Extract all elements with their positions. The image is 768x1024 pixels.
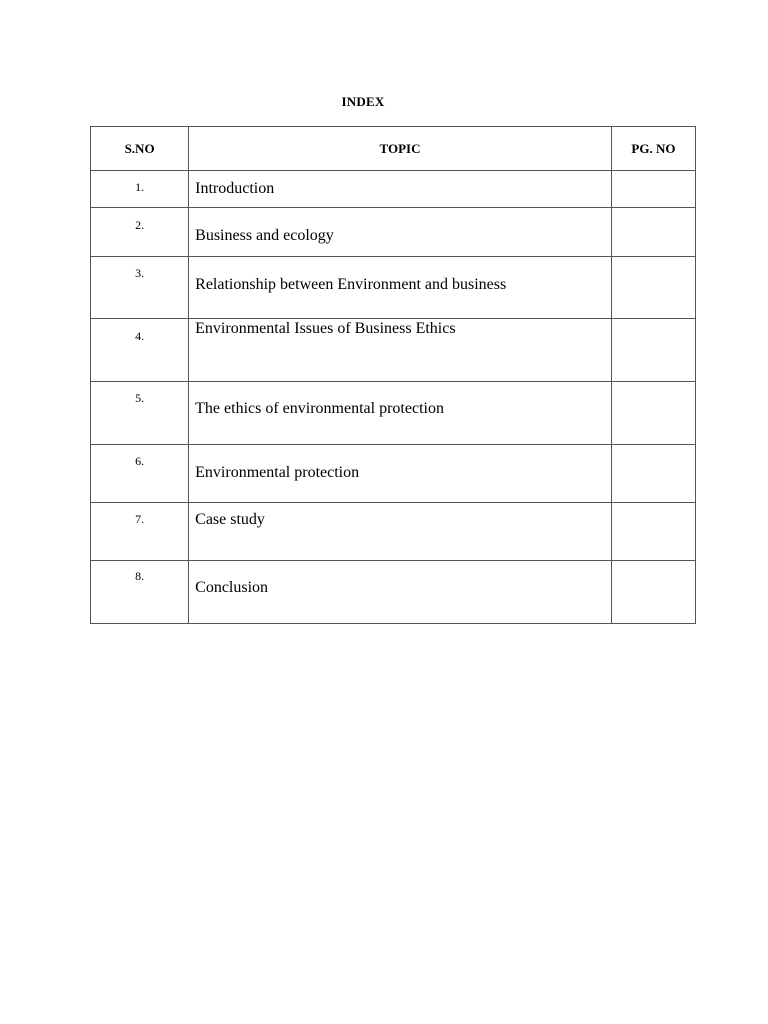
row-topic-cell: [189, 382, 612, 445]
table-row: [91, 445, 696, 503]
row-sno: 4.: [135, 329, 145, 343]
row-sno: 2.: [135, 218, 145, 232]
row-topic: Environmental Issues of Business Ethics: [195, 320, 456, 337]
row-topic-cell: [189, 171, 612, 208]
row-sno-cell: [91, 257, 189, 319]
table-row: [91, 319, 696, 382]
row-topic: Relationship between Environment and business: [195, 276, 507, 293]
row-topic-cell: [189, 319, 612, 382]
row-sno-cell: [91, 561, 189, 624]
row-sno-cell: [91, 319, 189, 382]
row-topic-cell: [189, 445, 612, 503]
row-pg-no: [611, 445, 695, 503]
row-sno-cell: [91, 445, 189, 503]
row-pg-no: [611, 561, 695, 624]
row-topic-cell: [189, 561, 612, 624]
row-topic-cell: [189, 503, 612, 561]
header-pg-no: PG. NO: [611, 127, 695, 171]
header-topic: TOPIC: [189, 127, 612, 171]
row-topic: Conclusion: [195, 579, 269, 596]
row-topic: Introduction: [195, 180, 275, 197]
row-sno: 6.: [135, 454, 145, 468]
row-sno-cell: [91, 171, 189, 208]
header-sno: S.NO: [91, 127, 189, 171]
row-pg-no: [611, 171, 695, 208]
table-row: [91, 561, 696, 624]
table-row: [91, 171, 696, 208]
row-sno: 8.: [135, 569, 145, 583]
table-row: [91, 208, 696, 257]
row-topic: Case study: [195, 511, 265, 528]
row-pg-no: [611, 208, 695, 257]
row-pg-no: [611, 503, 695, 561]
row-pg-no: [611, 382, 695, 445]
row-topic: Business and ecology: [195, 227, 334, 244]
header-row: [91, 127, 696, 171]
row-pg-no: [611, 257, 695, 319]
row-topic-cell: [189, 208, 612, 257]
table-row: [91, 257, 696, 319]
row-topic: The ethics of environmental protection: [195, 400, 444, 417]
row-sno-cell: [91, 503, 189, 561]
row-sno: 7.: [135, 512, 145, 526]
index-title: INDEX: [341, 94, 385, 109]
row-topic-cell: [189, 257, 612, 319]
row-pg-no: [611, 319, 695, 382]
row-topic: Environmental protection: [195, 464, 360, 481]
row-sno: 1.: [135, 180, 145, 194]
index-table: [90, 126, 696, 624]
table-row: [91, 382, 696, 445]
row-sno-cell: [91, 382, 189, 445]
table-row: [91, 503, 696, 561]
row-sno: 3.: [135, 266, 145, 280]
row-sno: 5.: [135, 391, 145, 405]
row-sno-cell: [91, 208, 189, 257]
